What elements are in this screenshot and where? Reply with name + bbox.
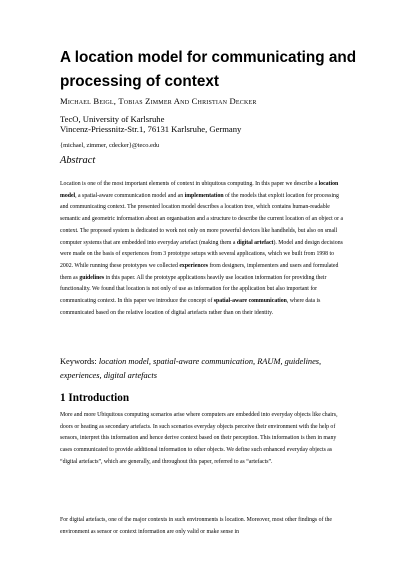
emphasis-digital-artefact: digital artefact — [236, 239, 274, 246]
keywords-label: Keywords: — [60, 357, 97, 366]
affiliation — [60, 114, 360, 134]
emphasis-implementation: implementation — [184, 192, 224, 199]
emphasis-spatial-aware-communication: spatial-aware communication — [213, 298, 287, 305]
paper-title: A location model for communicating and processing of context — [60, 49, 357, 90]
emphasis-experiences: experiences — [179, 262, 208, 269]
author-email: {michael, zimmer, cdecker}@teco.edu — [60, 142, 160, 149]
emphasis-location-model: location model — [60, 181, 339, 199]
keywords-values: location model, spatial-aware communication, RAUM, guidelines, experiences, digital artefacts — [60, 357, 322, 380]
affiliation-institution: TecO, University of Karlsruhe — [60, 114, 165, 124]
section-heading-introduction: 1 Introduction — [60, 392, 130, 404]
keywords — [60, 355, 350, 383]
abstract-heading: Abstract — [60, 155, 96, 166]
affiliation-address: Vincenz-Priessnitz-Str.1, 76131 Karlsruhe, Germany — [60, 124, 242, 134]
abstract-body: Location is one of the most important elements of context in ubiquitous computing. In this paper we describe a location model, a spatial-aware communication model and an implementation of the models that exploit location for processing and communicating context. The presented location model describes a location tree, which contains human-readable semantic and geometric information about an organisation and a structure to describe the current location of an object or a context. The proposed system is dedicated to work not only on more powerful devices like handhelds, but also on small computer systems that are embedded into everyday artefact (making them a digital artefact). Model and design decisions were made on the basis of experiences from 3 prototype setups with several applications, which we built from 1998 to 2002. While running these prototypes we collected experiences from designers, implementers and users and formulated them as guidelines in this paper. All the prototype applications heavily use location information for providing their functionality. We found that location is not only of use as information for the application but also important for communicating context. In this paper we introduce the concept of spatial-aware communication, where data is communicated based on the relative location of digital artefacts rather than on their identity. — [60, 181, 344, 316]
author-list: Michael Beigl, Tobias Zimmer And Christian Decker — [60, 96, 257, 106]
intro-paragraph-2: For digital artefacts, one of the major contexts in such environments is location. Moreover, most other findings of the environment as sensor or context information are only valid or make sense in — [60, 517, 332, 535]
emphasis-guidelines: guidelines — [79, 274, 105, 281]
intro-paragraph-1: More and more Ubiquitous computing scenarios arise where computers are embedded into everyday objects like chairs, doors or heating as secondary artefacts. In such scenarios everyday objects perceive their environment with the help of sensors, interpret this information and hence derive context based on their perception. This information is then in many cases communicated to provide additional information to other objects. We define such enhanced everyday objects as “digital artefacts”, which are generally, and throughout this paper, referred to as “artefacts”. — [60, 412, 338, 465]
